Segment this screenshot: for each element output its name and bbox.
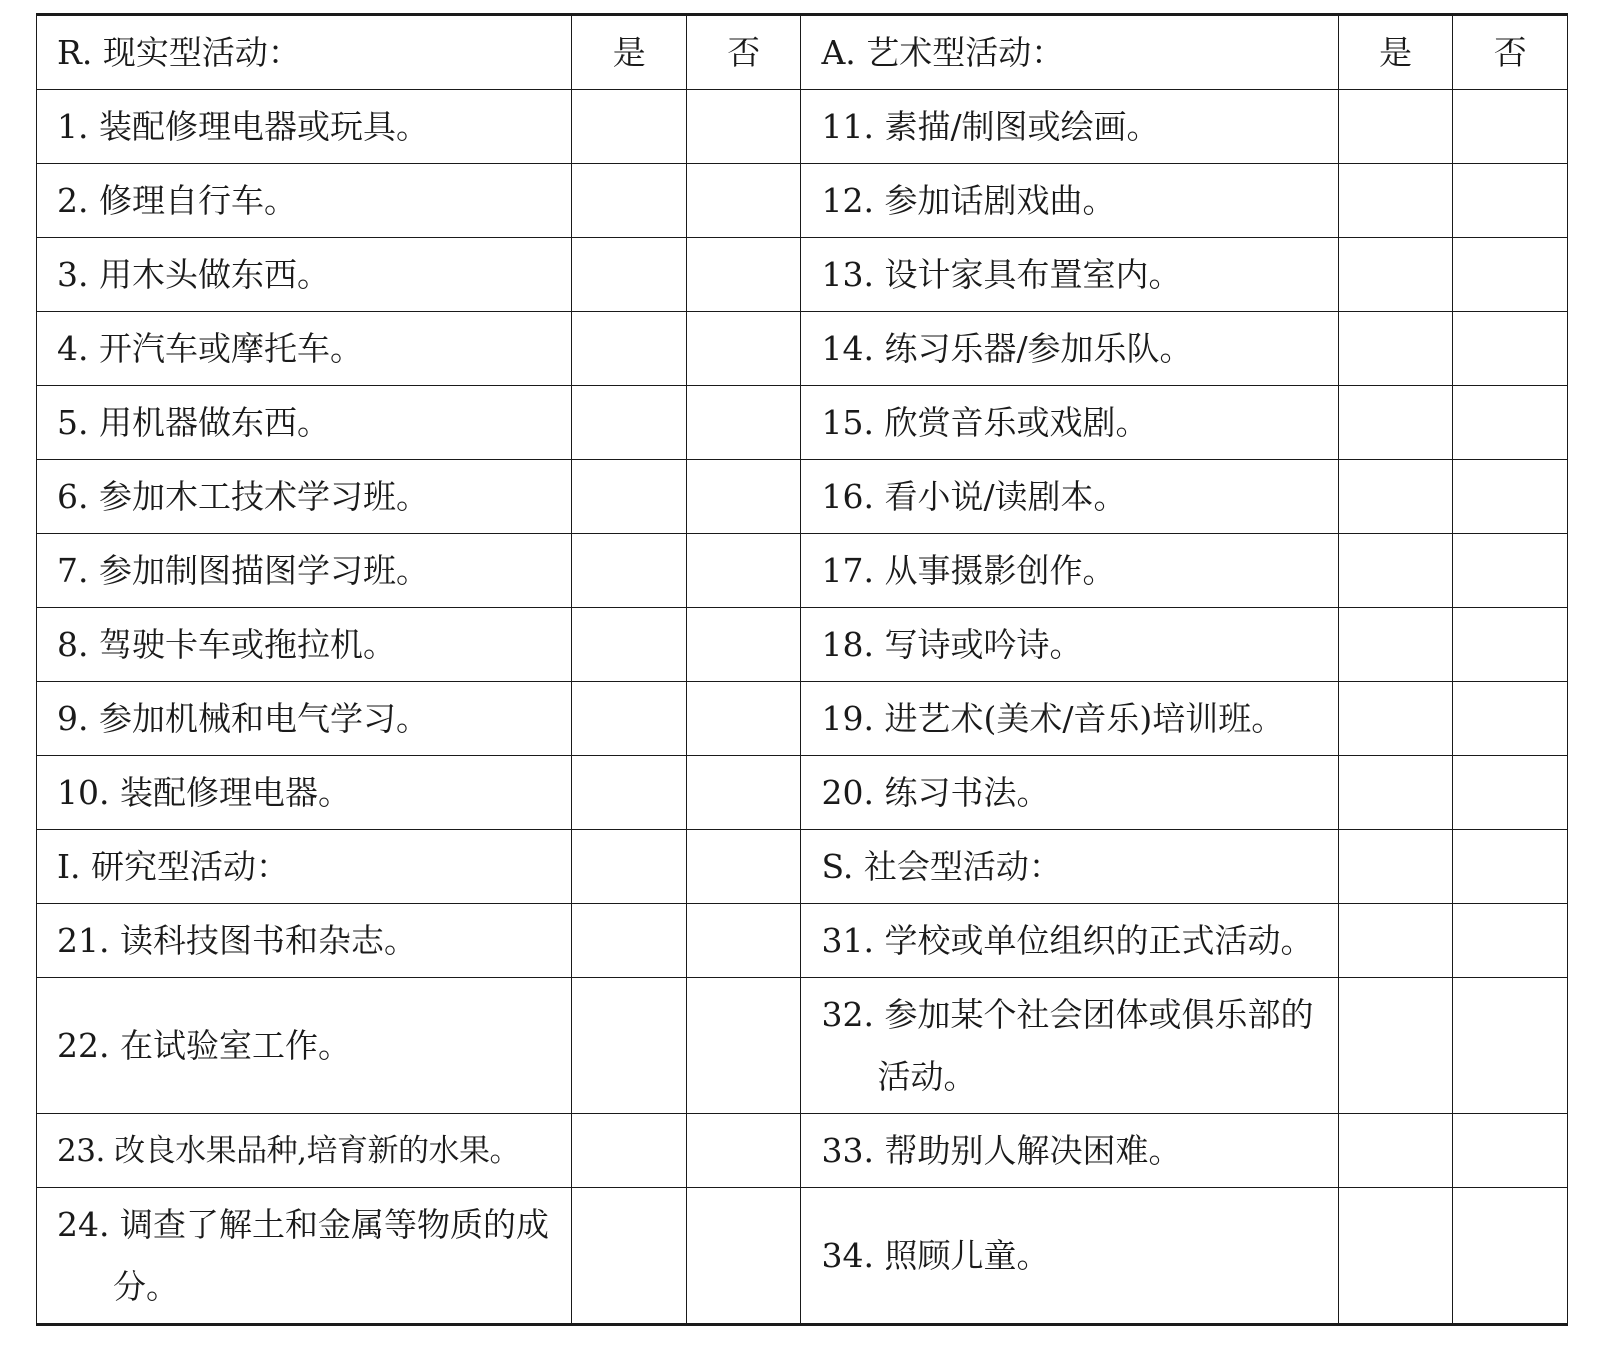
activity-item: 1. 装配修理电器或玩具。 bbox=[37, 90, 572, 164]
yes-answer-cell[interactable] bbox=[1338, 978, 1453, 1114]
no-answer-cell[interactable] bbox=[686, 386, 801, 460]
yes-answer-cell[interactable] bbox=[1338, 164, 1453, 238]
activity-item: 11. 素描/制图或绘画。 bbox=[801, 90, 1338, 164]
no-answer-cell[interactable] bbox=[686, 682, 801, 756]
activity-item-text: 24. 调查了解土和金属等物质的成分。 bbox=[57, 1204, 549, 1306]
table-row bbox=[37, 756, 1568, 830]
yes-answer-cell[interactable] bbox=[572, 90, 687, 164]
activity-item: 12. 参加话剧戏曲。 bbox=[801, 164, 1338, 238]
no-answer-cell[interactable] bbox=[1453, 682, 1568, 756]
table-row bbox=[37, 386, 1568, 460]
no-answer-cell[interactable] bbox=[1453, 978, 1568, 1114]
no-answer-cell[interactable] bbox=[686, 756, 801, 830]
no-answer-cell[interactable] bbox=[1453, 904, 1568, 978]
activity-item: 22. 在试验室工作。 bbox=[37, 978, 572, 1114]
yes-answer-cell[interactable] bbox=[572, 1114, 687, 1188]
no-answer-cell[interactable] bbox=[686, 1114, 801, 1188]
no-answer-cell bbox=[686, 830, 801, 904]
interest-survey-table bbox=[36, 13, 1568, 1326]
no-answer-cell[interactable] bbox=[686, 312, 801, 386]
yes-answer-cell[interactable] bbox=[1338, 90, 1453, 164]
table-row bbox=[37, 1188, 1568, 1325]
column-header-no: 否 bbox=[686, 15, 801, 90]
table-row bbox=[37, 164, 1568, 238]
no-answer-cell[interactable] bbox=[686, 608, 801, 682]
activity-item: 10. 装配修理电器。 bbox=[37, 756, 572, 830]
section-title-social: S. 社会型活动： bbox=[801, 830, 1338, 904]
activity-item: 20. 练习书法。 bbox=[801, 756, 1338, 830]
section-title-artistic: A. 艺术型活动： bbox=[801, 15, 1338, 90]
activity-item: 9. 参加机械和电气学习。 bbox=[37, 682, 572, 756]
table-row bbox=[37, 238, 1568, 312]
activity-item: 16. 看小说/读剧本。 bbox=[801, 460, 1338, 534]
no-answer-cell[interactable] bbox=[1453, 312, 1568, 386]
table-row bbox=[37, 608, 1568, 682]
yes-answer-cell bbox=[1338, 830, 1453, 904]
no-answer-cell[interactable] bbox=[1453, 386, 1568, 460]
yes-answer-cell[interactable] bbox=[1338, 682, 1453, 756]
activity-item bbox=[37, 1188, 572, 1325]
yes-answer-cell[interactable] bbox=[1338, 534, 1453, 608]
yes-answer-cell[interactable] bbox=[1338, 1188, 1453, 1325]
table-row bbox=[37, 682, 1568, 756]
table-row bbox=[37, 978, 1568, 1114]
no-answer-cell[interactable] bbox=[686, 460, 801, 534]
activity-item: 23. 改良水果品种,培育新的水果。 bbox=[37, 1114, 572, 1188]
no-answer-cell[interactable] bbox=[686, 90, 801, 164]
activity-item: 15. 欣赏音乐或戏剧。 bbox=[801, 386, 1338, 460]
no-answer-cell[interactable] bbox=[686, 904, 801, 978]
activity-item: 14. 练习乐器/参加乐队。 bbox=[801, 312, 1338, 386]
activity-item: 13. 设计家具布置室内。 bbox=[801, 238, 1338, 312]
no-answer-cell[interactable] bbox=[1453, 756, 1568, 830]
no-answer-cell[interactable] bbox=[1453, 238, 1568, 312]
no-answer-cell[interactable] bbox=[1453, 90, 1568, 164]
table-header-row bbox=[37, 15, 1568, 90]
activity-item: 3. 用木头做东西。 bbox=[37, 238, 572, 312]
no-answer-cell[interactable] bbox=[1453, 1114, 1568, 1188]
no-answer-cell[interactable] bbox=[686, 164, 801, 238]
no-answer-cell[interactable] bbox=[686, 238, 801, 312]
yes-answer-cell[interactable] bbox=[572, 978, 687, 1114]
activity-item: 21. 读科技图书和杂志。 bbox=[37, 904, 572, 978]
column-header-no: 否 bbox=[1453, 15, 1568, 90]
yes-answer-cell[interactable] bbox=[1338, 312, 1453, 386]
column-header-yes: 是 bbox=[572, 15, 687, 90]
no-answer-cell[interactable] bbox=[1453, 608, 1568, 682]
yes-answer-cell[interactable] bbox=[1338, 608, 1453, 682]
yes-answer-cell[interactable] bbox=[572, 1188, 687, 1325]
yes-answer-cell[interactable] bbox=[572, 312, 687, 386]
section-title-investigative: I. 研究型活动： bbox=[37, 830, 572, 904]
yes-answer-cell[interactable] bbox=[1338, 386, 1453, 460]
section-title-realistic: R. 现实型活动： bbox=[37, 15, 572, 90]
yes-answer-cell[interactable] bbox=[572, 904, 687, 978]
activity-item: 7. 参加制图描图学习班。 bbox=[37, 534, 572, 608]
activity-item: 4. 开汽车或摩托车。 bbox=[37, 312, 572, 386]
yes-answer-cell[interactable] bbox=[572, 460, 687, 534]
yes-answer-cell[interactable] bbox=[1338, 238, 1453, 312]
table-row bbox=[37, 1114, 1568, 1188]
table-row bbox=[37, 90, 1568, 164]
activity-item: 31. 学校或单位组织的正式活动。 bbox=[801, 904, 1338, 978]
yes-answer-cell[interactable] bbox=[572, 238, 687, 312]
no-answer-cell[interactable] bbox=[1453, 1188, 1568, 1325]
yes-answer-cell[interactable] bbox=[572, 608, 687, 682]
yes-answer-cell[interactable] bbox=[572, 682, 687, 756]
section-header-row bbox=[37, 830, 1568, 904]
activity-item: 6. 参加木工技术学习班。 bbox=[37, 460, 572, 534]
table-row bbox=[37, 312, 1568, 386]
yes-answer-cell[interactable] bbox=[572, 386, 687, 460]
activity-item: 2. 修理自行车。 bbox=[37, 164, 572, 238]
yes-answer-cell bbox=[572, 830, 687, 904]
yes-answer-cell[interactable] bbox=[1338, 1114, 1453, 1188]
activity-item: 18. 写诗或吟诗。 bbox=[801, 608, 1338, 682]
no-answer-cell[interactable] bbox=[1453, 460, 1568, 534]
table-row bbox=[37, 460, 1568, 534]
no-answer-cell[interactable] bbox=[1453, 164, 1568, 238]
table-row bbox=[37, 904, 1568, 978]
activity-item: 33. 帮助别人解决困难。 bbox=[801, 1114, 1338, 1188]
yes-answer-cell[interactable] bbox=[572, 756, 687, 830]
no-answer-cell[interactable] bbox=[1453, 534, 1568, 608]
activity-item-text: 32. 参加某个社会团体或俱乐部的活动。 bbox=[821, 994, 1314, 1096]
activity-item: 5. 用机器做东西。 bbox=[37, 386, 572, 460]
no-answer-cell[interactable] bbox=[686, 534, 801, 608]
yes-answer-cell[interactable] bbox=[1338, 756, 1453, 830]
activity-item: 8. 驾驶卡车或拖拉机。 bbox=[37, 608, 572, 682]
activity-item: 17. 从事摄影创作。 bbox=[801, 534, 1338, 608]
yes-answer-cell[interactable] bbox=[1338, 460, 1453, 534]
column-header-yes: 是 bbox=[1338, 15, 1453, 90]
yes-answer-cell[interactable] bbox=[1338, 904, 1453, 978]
no-answer-cell bbox=[1453, 830, 1568, 904]
no-answer-cell[interactable] bbox=[686, 978, 801, 1114]
yes-answer-cell[interactable] bbox=[572, 534, 687, 608]
table-row bbox=[37, 534, 1568, 608]
no-answer-cell[interactable] bbox=[686, 1188, 801, 1325]
activity-item: 34. 照顾儿童。 bbox=[801, 1188, 1338, 1325]
activity-item bbox=[801, 978, 1338, 1114]
activity-item: 19. 进艺术(美术/音乐)培训班。 bbox=[801, 682, 1338, 756]
yes-answer-cell[interactable] bbox=[572, 164, 687, 238]
